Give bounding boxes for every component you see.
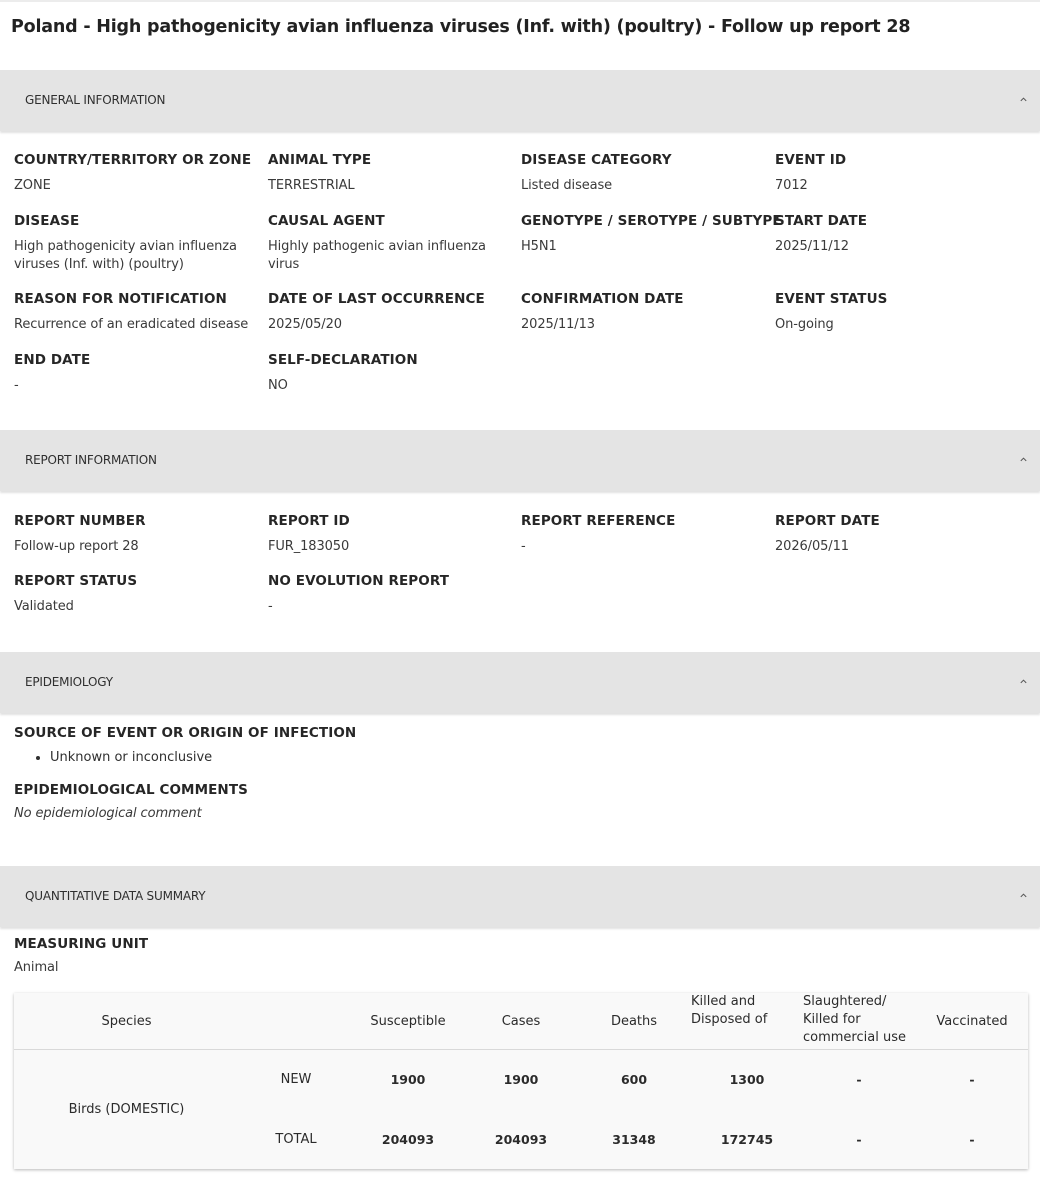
cell-cases: 204093 — [494, 1132, 548, 1147]
section-title: REPORT INFORMATION — [25, 453, 157, 467]
field-value: 2025/05/20 — [268, 317, 342, 332]
field-value: H5N1 — [521, 239, 557, 254]
cell-slaughtered: - — [856, 1072, 862, 1087]
field-report-id — [268, 513, 518, 556]
section-title: QUANTITATIVE DATA SUMMARY — [25, 889, 206, 903]
field-causal-agent — [268, 213, 508, 274]
cell-vaccinated: - — [969, 1132, 975, 1147]
field-label: DATE OF LAST OCCURRENCE — [268, 291, 485, 307]
field-value: NO — [268, 378, 288, 393]
field-no-evolution-report — [268, 573, 518, 616]
field-date-of-last-occurrence — [268, 291, 518, 334]
field-label: SELF-DECLARATION — [268, 352, 418, 368]
chevron-up-icon[interactable] — [1019, 891, 1028, 900]
field-value: - — [521, 539, 526, 554]
field-label: CAUSAL AGENT — [268, 213, 385, 229]
field-disease — [14, 213, 254, 274]
field-label: EVENT ID — [775, 152, 847, 168]
field-event-status — [775, 291, 1025, 334]
field-label: REPORT NUMBER — [14, 513, 146, 529]
chevron-up-icon[interactable] — [1019, 677, 1028, 686]
field-animal-type — [268, 152, 518, 195]
cell-deaths: 600 — [620, 1072, 648, 1087]
field-end-date — [14, 352, 264, 395]
field-report-number — [14, 513, 264, 556]
field-value: - — [268, 599, 273, 614]
cell-cases: 1900 — [503, 1072, 539, 1087]
field-value: FUR_183050 — [268, 539, 350, 554]
list-item: Unknown or inconclusive — [14, 749, 212, 767]
top-divider — [0, 0, 1040, 2]
chevron-up-icon[interactable] — [1019, 95, 1028, 104]
field-value: TERRESTRIAL — [268, 178, 355, 193]
cell-deaths: 31348 — [612, 1132, 656, 1147]
cell-vaccinated: - — [969, 1072, 975, 1087]
field-self-declaration — [268, 352, 518, 395]
field-value: 7012 — [775, 178, 808, 193]
field-label: COUNTRY/TERRITORY OR ZONE — [14, 152, 252, 168]
row-type-total: TOTAL — [275, 1132, 317, 1147]
field-label: CONFIRMATION DATE — [521, 291, 684, 307]
field-confirmation-date — [521, 291, 771, 334]
field-value: Recurrence of an eradicated disease — [14, 317, 249, 332]
field-genotype — [521, 213, 782, 256]
field-label: START DATE — [775, 213, 868, 229]
column-header-vaccinated: Vaccinated — [936, 1013, 1008, 1029]
field-report-date — [775, 513, 1025, 556]
field-measuring-unit — [14, 936, 264, 977]
section-header-general-information[interactable] — [0, 70, 1040, 131]
cell-slaughtered: - — [856, 1132, 862, 1147]
section-title: GENERAL INFORMATION — [25, 93, 166, 107]
field-label: REPORT STATUS — [14, 573, 138, 589]
table-header-row — [14, 993, 1028, 1050]
field-label: END DATE — [14, 352, 91, 368]
column-header-cases: Cases — [501, 1013, 541, 1029]
field-value: ZONE — [14, 178, 51, 193]
field-label: GENOTYPE / SEROTYPE / SUBTYPE — [521, 213, 782, 229]
field-value: No epidemiological comment — [14, 806, 202, 821]
chevron-up-icon[interactable] — [1019, 455, 1028, 464]
field-label: DISEASE — [14, 213, 80, 229]
header-line: Killed for — [803, 1012, 861, 1027]
field-label: ANIMAL TYPE — [268, 152, 372, 168]
field-value: 2026/05/11 — [775, 539, 849, 554]
field-report-status — [14, 573, 264, 616]
field-start-date — [775, 213, 1025, 256]
field-label: EVENT STATUS — [775, 291, 888, 307]
section-header-epidemiology[interactable] — [0, 652, 1040, 713]
column-header-deaths: Deaths — [610, 1013, 658, 1029]
field-label: DISEASE CATEGORY — [521, 152, 672, 168]
field-disease-category — [521, 152, 771, 195]
column-header-susceptible: Susceptible — [370, 1013, 446, 1029]
quantitative-data-table — [14, 993, 1028, 1169]
field-label: REPORT REFERENCE — [521, 513, 676, 529]
species-cell: Birds (DOMESTIC) — [68, 1102, 185, 1117]
header-line: commercial use — [803, 1030, 906, 1045]
field-value: Listed disease — [521, 178, 613, 193]
field-country — [14, 152, 264, 195]
cell-killed: 172745 — [720, 1132, 774, 1147]
field-label: REPORT DATE — [775, 513, 880, 529]
cell-susceptible: 1900 — [390, 1072, 426, 1087]
field-value: Animal — [14, 960, 59, 975]
column-header-slaughtered — [803, 993, 921, 1050]
field-label: MEASURING UNIT — [14, 936, 149, 952]
field-value: 2025/11/12 — [775, 239, 849, 254]
field-label: REASON FOR NOTIFICATION — [14, 291, 227, 307]
page-title: Poland - High pathogenicity avian influenza viruses (Inf. with) (poultry) - Follow up report 28 — [11, 17, 911, 37]
field-reason-for-notification — [14, 291, 264, 334]
field-epidemiological-comments — [14, 782, 614, 823]
field-value: On-going — [775, 317, 834, 332]
field-source-of-event — [14, 725, 614, 742]
field-value: Validated — [14, 599, 74, 614]
field-report-reference — [521, 513, 771, 556]
field-value: 2025/11/13 — [521, 317, 595, 332]
cell-susceptible: 204093 — [381, 1132, 435, 1147]
field-label: NO EVOLUTION REPORT — [268, 573, 450, 589]
section-title: EPIDEMIOLOGY — [25, 675, 113, 689]
field-event-id — [775, 152, 1025, 195]
source-list — [14, 749, 212, 767]
field-value: Highly pathogenic avian influenza virus — [268, 239, 486, 272]
field-label: EPIDEMIOLOGICAL COMMENTS — [14, 782, 248, 798]
header-line: Killed and — [691, 994, 756, 1009]
field-label: REPORT ID — [268, 513, 350, 529]
column-header-killed-disposed — [691, 993, 803, 1050]
field-label: SOURCE OF EVENT OR ORIGIN OF INFECTION — [14, 725, 357, 741]
section-header-report-information[interactable] — [0, 430, 1040, 491]
field-value: Follow-up report 28 — [14, 539, 139, 554]
field-value: High pathogenicity avian influenza viruses (Inf. with) (poultry) — [14, 239, 237, 272]
row-type-new: NEW — [280, 1072, 312, 1087]
header-line: Disposed of — [691, 1012, 768, 1027]
field-value: - — [14, 378, 19, 393]
header-line: Slaughtered/ — [803, 994, 887, 1009]
column-header-species: Species — [101, 1013, 152, 1029]
section-header-quantitative-data-summary[interactable] — [0, 866, 1040, 927]
cell-killed: 1300 — [729, 1072, 765, 1087]
